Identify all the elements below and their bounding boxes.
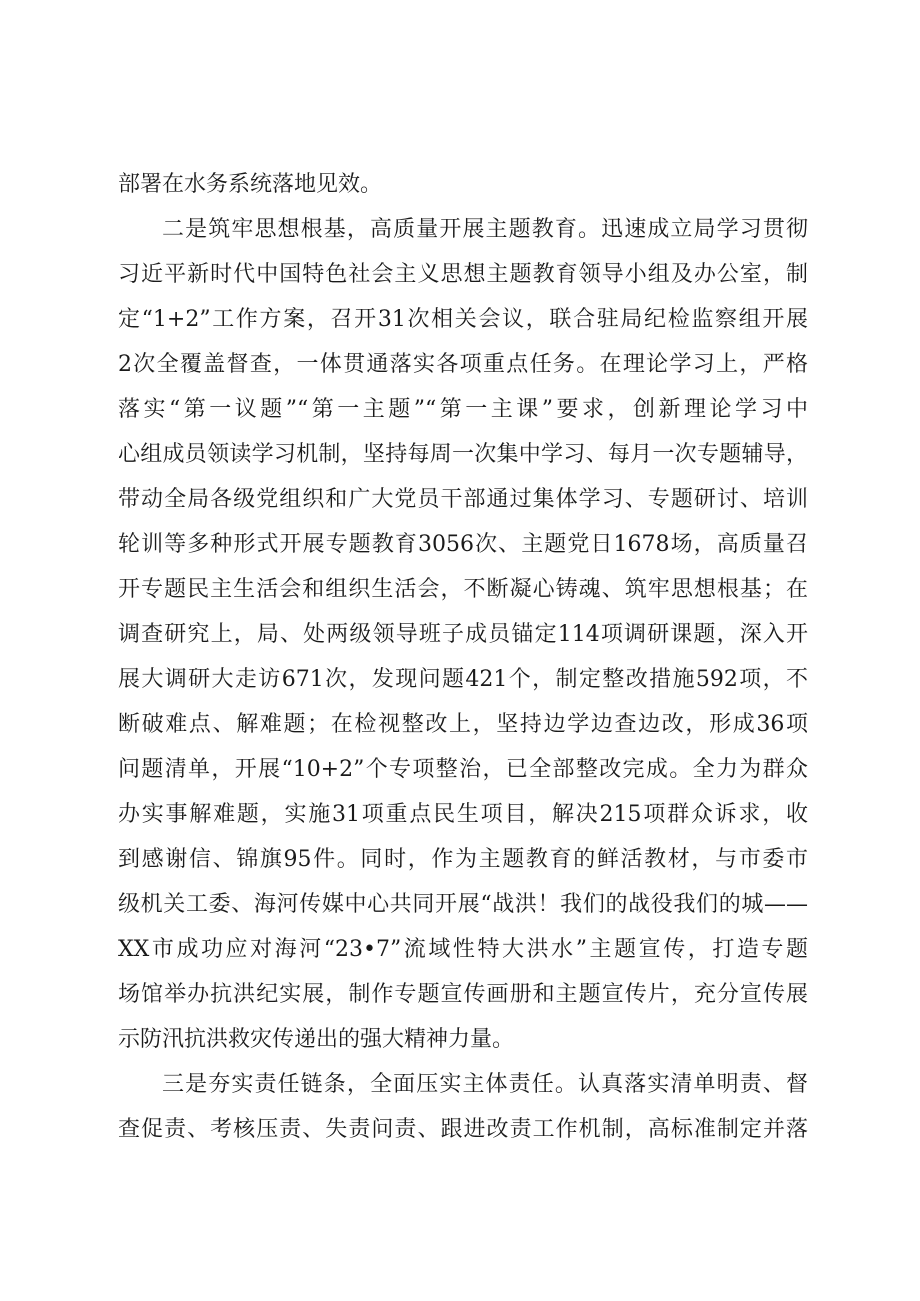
paragraph-line: 断破难点、解难题；在检视整改上，坚持边学边查边改，形成36项	[118, 712, 808, 737]
paragraph-line: 轮训等多种形式开展专题教育3056次、主题党日1678场，高质量召	[118, 532, 808, 557]
paragraph-line: 二是筑牢思想根基，高质量开展主题教育。迅速成立局学习贯彻	[162, 217, 808, 242]
paragraph-line: 调查研究上，局、处两级领导班子成员锚定114项调研课题，深入开	[118, 622, 808, 647]
paragraph-line: 2次全覆盖督查，一体贯通落实各项重点任务。在理论学习上，严格	[118, 352, 808, 377]
paragraph-line: 带动全局各级党组织和广大党员干部通过集体学习、专题研讨、培训	[118, 487, 808, 512]
paragraph-line: 定“1+2”工作方案，召开31次相关会议，联合驻局纪检监察组开展	[118, 307, 808, 332]
paragraph-line: 场馆举办抗洪纪实展，制作专题宣传画册和主题宣传片，充分宣传展	[118, 982, 808, 1007]
paragraph-line: 级机关工委、海河传媒中心共同开展“战洪！我们的战役我们的城——	[118, 892, 808, 917]
paragraph-line: 开专题民主生活会和组织生活会，不断凝心铸魂、筑牢思想根基；在	[118, 577, 808, 602]
paragraph-line: 落实“第一议题”“第一主题”“第一主课”要求，创新理论学习中	[118, 397, 808, 422]
paragraph-line: 三是夯实责任链条，全面压实主体责任。认真落实清单明责、督	[162, 1072, 808, 1097]
paragraph-line: 问题清单，开展“10+2”个专项整治，已全部整改完成。全力为群众	[118, 757, 808, 782]
paragraph-line: 习近平新时代中国特色社会主义思想主题教育领导小组及办公室，制	[118, 262, 808, 287]
paragraph-line: 办实事解难题，实施31项重点民生项目，解决215项群众诉求，收	[118, 802, 808, 827]
paragraph-line: 展大调研大走访671次，发现问题421个，制定整改措施592项，不	[118, 667, 808, 692]
paragraph-line: 到感谢信、锦旗95件。同时，作为主题教育的鲜活教材，与市委市	[118, 847, 808, 872]
paragraph-line: 部署在水务系统落地见效。	[118, 172, 383, 197]
paragraph-line: XX市成功应对海河“23•7”流域性特大洪水”主题宣传，打造专题	[118, 937, 808, 962]
paragraph-line: 心组成员领读学习机制，坚持每周一次集中学习、每月一次专题辅导，	[118, 442, 808, 467]
document-body	[118, 162, 808, 1152]
paragraph-line: 示防汛抗洪救灾传递出的强大精神力量。	[118, 1027, 515, 1052]
paragraph-line: 查促责、考核压责、失责问责、跟进改责工作机制，高标准制定并落	[118, 1117, 808, 1142]
